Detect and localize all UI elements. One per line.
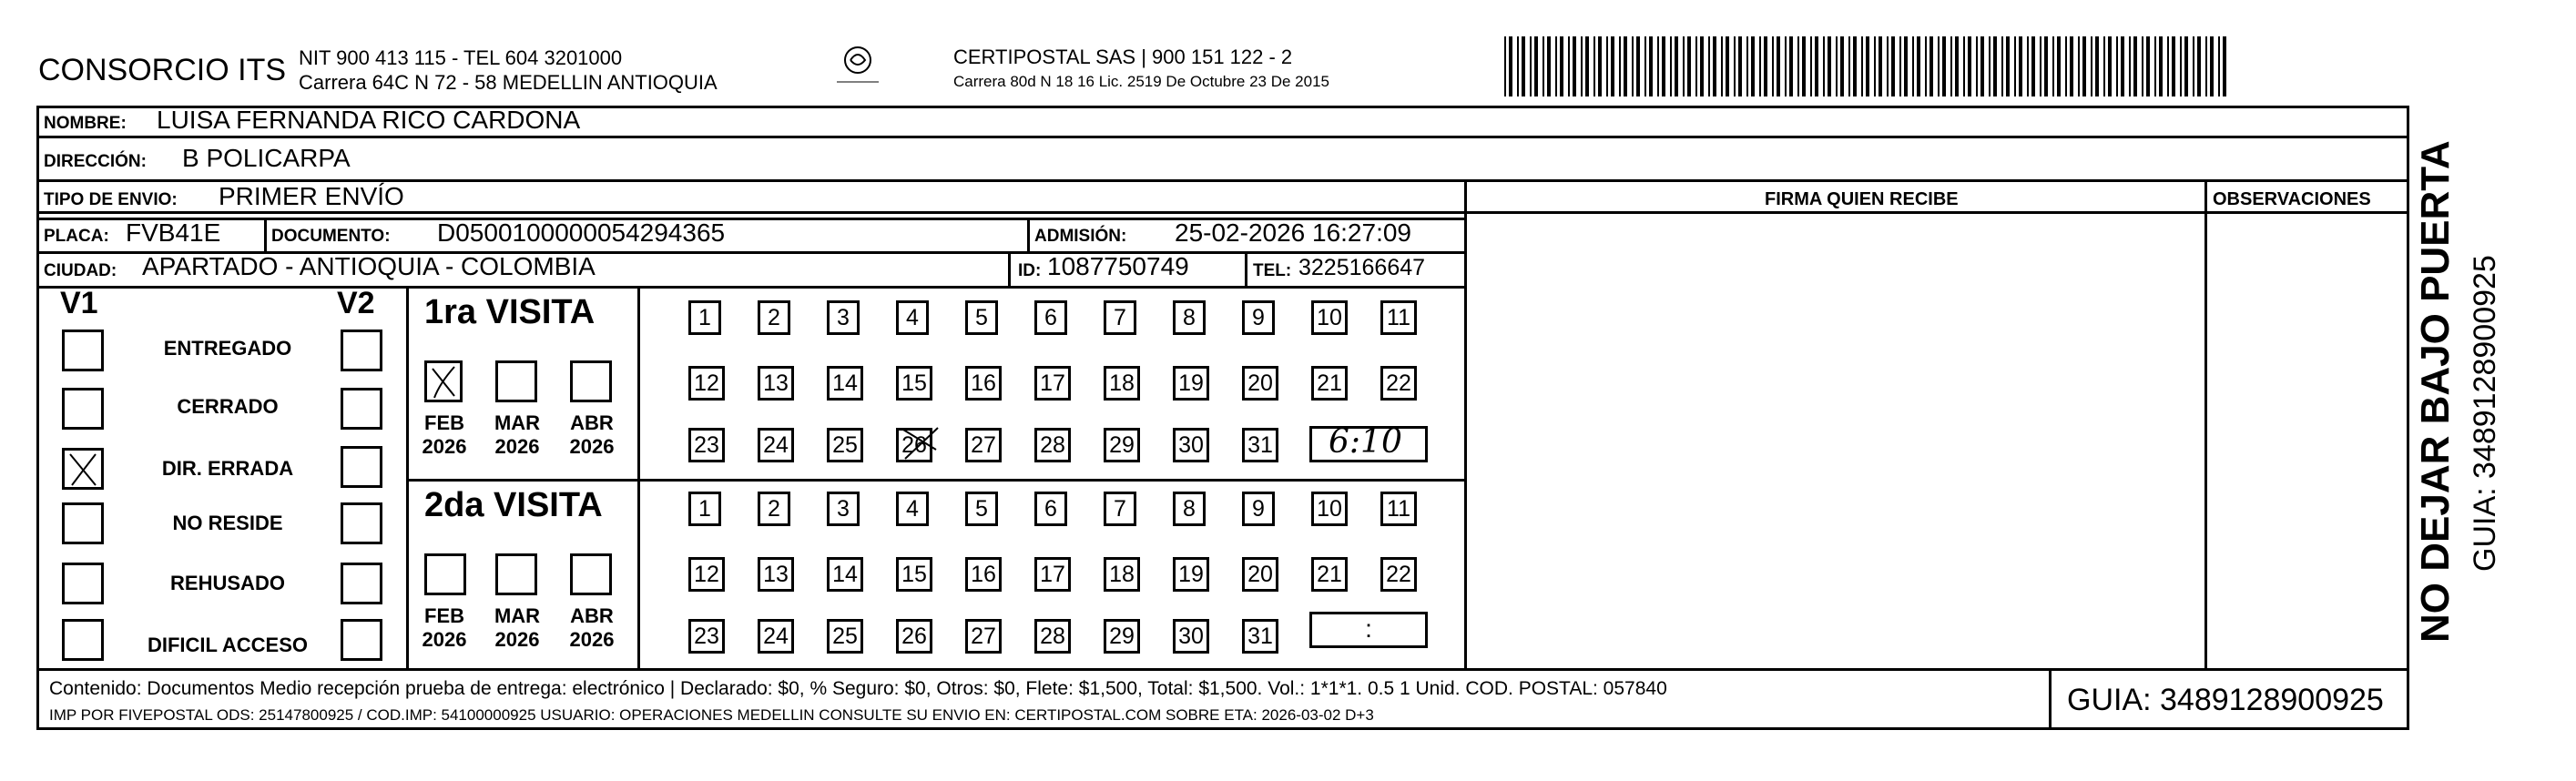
month-mar-second-checkbox[interactable]	[495, 553, 537, 595]
month-name: FEB	[424, 604, 464, 627]
barcode	[1504, 36, 2227, 96]
second-visit-day-4[interactable]: 4	[896, 492, 929, 526]
divider	[36, 136, 2409, 138]
second-visit-day-10[interactable]: 10	[1311, 492, 1348, 526]
barcode-bar	[1866, 36, 1869, 96]
barcode-bar	[1708, 36, 1710, 96]
barcode-bar	[1968, 36, 1971, 96]
barcode-bar	[1636, 36, 1640, 96]
barcode-bar	[1950, 36, 1952, 96]
first-visit-day-14[interactable]: 14	[827, 366, 863, 401]
month-year: 2026	[494, 628, 540, 651]
documento-label: DOCUMENTO:	[271, 227, 391, 246]
placa-value: FVB41E	[126, 218, 221, 247]
barcode-bar	[1810, 36, 1812, 96]
barcode-bar	[1624, 36, 1627, 96]
barcode-bar	[2031, 36, 2035, 96]
time-handwritten: 6:10	[1329, 423, 1402, 461]
barcode-bar	[2205, 36, 2207, 96]
barcode-bar	[1726, 36, 1729, 96]
second-visit-day-21[interactable]: 21	[1311, 557, 1348, 592]
first-visit-day-19[interactable]: 19	[1173, 366, 1209, 401]
first-visit-day-18[interactable]: 18	[1104, 366, 1140, 401]
month-name: MAR	[494, 411, 541, 434]
barcode-bar	[1853, 36, 1857, 96]
nombre-label: NOMBRE:	[44, 114, 127, 133]
v2-checkbox-dificil-acceso[interactable]	[341, 619, 382, 661]
barcode-bar	[2019, 36, 2022, 96]
barcode-bar	[1657, 36, 1659, 96]
barcode-bar	[1938, 36, 1940, 96]
v2-checkbox-dir-errada[interactable]	[341, 446, 382, 488]
v1-checkbox-cerrado[interactable]	[62, 388, 104, 430]
barcode-bar	[1581, 36, 1583, 96]
barcode-bar	[1598, 36, 1602, 96]
barcode-bar	[2210, 36, 2214, 96]
second-visit-day-24[interactable]: 24	[758, 619, 794, 654]
barcode-bar	[1917, 36, 1920, 96]
barcode-bar	[2082, 36, 2086, 96]
barcode-bar	[1695, 36, 1697, 96]
second-visit-day-22[interactable]: 22	[1380, 557, 1417, 592]
barcode-bar	[1670, 36, 1672, 96]
second-visit-day-31[interactable]: 31	[1242, 619, 1278, 654]
month-name: MAR	[494, 604, 541, 627]
barcode-bar	[2121, 36, 2124, 96]
month-abr-first-checkbox[interactable]	[570, 360, 612, 402]
barcode-bar	[2044, 36, 2048, 96]
barcode-bar	[1543, 36, 1544, 96]
first-visit-day-3[interactable]: 3	[827, 300, 860, 335]
first-visit-day-1[interactable]: 1	[688, 300, 721, 335]
barcode-bar	[1891, 36, 1895, 96]
month-year: 2026	[569, 628, 615, 651]
first-visit-day-4[interactable]: 4	[896, 300, 929, 335]
documento-value: D0500100000054294365	[437, 218, 726, 247]
first-visit-day-27[interactable]: 27	[965, 428, 1002, 462]
tel-value: 3225166647	[1298, 255, 1426, 280]
side-guia: GUIA: 3489128900925	[2468, 255, 2502, 572]
barcode-bar	[1759, 36, 1761, 96]
barcode-bar	[1738, 36, 1742, 96]
barcode-bar	[1789, 36, 1793, 96]
barcode-bar	[1573, 36, 1576, 96]
first-visit-day-2[interactable]: 2	[758, 300, 790, 335]
first-visit-day-21[interactable]: 21	[1311, 366, 1348, 401]
barcode-bar	[1989, 36, 1991, 96]
second-visit-day-28[interactable]: 28	[1034, 619, 1071, 654]
first-visit-day-6[interactable]: 6	[1034, 300, 1067, 335]
barcode-bar	[1980, 36, 1984, 96]
first-visit-day-13[interactable]: 13	[758, 366, 794, 401]
barcode-bar	[1751, 36, 1755, 96]
barcode-bar	[1879, 36, 1882, 96]
admision-label: ADMISIÓN:	[1034, 227, 1127, 246]
month-mar-label	[490, 604, 545, 652]
barcode-bar	[2065, 36, 2067, 96]
v1-checkbox-dir-errada[interactable]	[62, 448, 104, 490]
month-abr-label	[565, 411, 619, 459]
barcode-bar	[1585, 36, 1589, 96]
barcode-bar	[2193, 36, 2194, 96]
month-year: 2026	[422, 628, 467, 651]
barcode-bar	[1534, 36, 1538, 96]
divider	[1464, 179, 1467, 668]
barcode-bar	[1887, 36, 1889, 96]
status-no-reside: NO RESIDE	[172, 512, 283, 534]
ciudad-label: CIUDAD:	[44, 261, 117, 280]
first-visit-day-25[interactable]: 25	[827, 428, 863, 462]
barcode-bar	[2040, 36, 2041, 96]
v1-label: V1	[60, 286, 98, 320]
barcode-bar	[1555, 36, 1557, 96]
second-visit-time-field[interactable]: :	[1309, 612, 1428, 648]
barcode-bar	[2078, 36, 2080, 96]
status-dificil-acceso: DIFICIL ACCESO	[147, 634, 308, 656]
barcode-bar	[2027, 36, 2029, 96]
barcode-bar	[1683, 36, 1685, 96]
barcode-bar	[1606, 36, 1608, 96]
second-visit-day-26[interactable]: 26	[896, 619, 932, 654]
second-visit-day-3[interactable]: 3	[827, 492, 860, 526]
divider	[637, 286, 640, 668]
checkmark-x-icon	[427, 363, 460, 400]
second-visit-day-2[interactable]: 2	[758, 492, 790, 526]
first-visit-day-7[interactable]: 7	[1104, 300, 1136, 335]
barcode-bar	[2180, 36, 2182, 96]
barcode-bar	[2001, 36, 2003, 96]
firma-label: FIRMA QUIEN RECIBE	[1765, 189, 1959, 209]
month-mar-label	[490, 411, 545, 459]
barcode-bar	[1815, 36, 1818, 96]
barcode-bar	[2070, 36, 2073, 96]
first-visit-time-field[interactable]	[1309, 423, 1428, 462]
barcode-bar	[1802, 36, 1806, 96]
barcode-bar	[1530, 36, 1532, 96]
barcode-bar	[1560, 36, 1563, 96]
company-info	[299, 46, 718, 95]
checkmark-x-icon	[65, 451, 101, 487]
divider	[36, 286, 1464, 289]
barcode-bar	[1568, 36, 1570, 96]
barcode-bar	[1632, 36, 1634, 96]
second-visit-day-5[interactable]: 5	[965, 492, 998, 526]
no-dejar-warning: NO DEJAR BAJO PUERTA	[2413, 140, 2458, 643]
divider	[264, 218, 267, 251]
month-name: FEB	[424, 411, 464, 434]
first-visit-day-28[interactable]: 28	[1034, 428, 1071, 462]
divider	[2049, 668, 2052, 730]
id-label: ID:	[1018, 261, 1042, 280]
v1-checkbox-rehusado[interactable]	[62, 563, 104, 604]
barcode-bar	[2091, 36, 2092, 96]
second-visit-day-25[interactable]: 25	[827, 619, 863, 654]
barcode-bar	[1942, 36, 1946, 96]
first-visit-day-26[interactable]: 26	[896, 428, 932, 462]
second-visit-day-11[interactable]: 11	[1380, 492, 1417, 526]
barcode-bar	[1644, 36, 1646, 96]
strike-mark-icon	[900, 422, 942, 464]
month-abr-second-checkbox[interactable]	[570, 553, 612, 595]
barcode-bar	[1904, 36, 1908, 96]
month-name: ABR	[570, 411, 614, 434]
tipo-value: PRIMER ENVÍO	[219, 182, 404, 210]
nombre-value: LUISA FERNANDA RICO CARDONA	[157, 106, 581, 134]
first-visit-day-30[interactable]: 30	[1173, 428, 1209, 462]
footer-guia: GUIA: 3489128900925	[2067, 683, 2384, 717]
divider	[406, 479, 1464, 482]
divider	[1027, 218, 1030, 251]
status-rehusado: REHUSADO	[170, 572, 285, 594]
month-abr-label	[565, 604, 619, 652]
barcode-bar	[2218, 36, 2220, 96]
divider	[1245, 251, 1247, 286]
barcode-bar	[1547, 36, 1551, 96]
barcode-bar	[2172, 36, 2175, 96]
barcode-bar	[2006, 36, 2010, 96]
barcode-bar	[1912, 36, 1914, 96]
second-visit-day-15[interactable]: 15	[896, 557, 932, 592]
observaciones-label: OBSERVACIONES	[2213, 189, 2371, 209]
second-visit-day-27[interactable]: 27	[965, 619, 1002, 654]
first-visit-day-8[interactable]: 8	[1173, 300, 1206, 335]
second-visit-day-20[interactable]: 20	[1242, 557, 1278, 592]
second-visit-day-19[interactable]: 19	[1173, 557, 1209, 592]
barcode-bar	[1619, 36, 1621, 96]
barcode-bar	[1861, 36, 1863, 96]
barcode-bar	[1797, 36, 1799, 96]
second-visit-day-8[interactable]: 8	[1173, 492, 1206, 526]
v1-checkbox-no-reside[interactable]	[62, 502, 104, 544]
divider	[36, 211, 2409, 214]
barcode-bar	[1823, 36, 1825, 96]
company-name: CONSORCIO ITS	[38, 53, 287, 87]
barcode-bar	[2014, 36, 2016, 96]
divider	[1008, 251, 1011, 286]
barcode-bar	[2052, 36, 2054, 96]
barcode-bar	[1955, 36, 1959, 96]
first-visit-day-17[interactable]: 17	[1034, 366, 1071, 401]
divider	[36, 668, 2409, 671]
barcode-bar	[2057, 36, 2061, 96]
barcode-bar	[2146, 36, 2150, 96]
barcode-bar	[1509, 36, 1512, 96]
barcode-bar	[1611, 36, 1614, 96]
address-line: Carrera 64C N 72 - 58 MEDELLIN ANTIOQUIA	[299, 71, 718, 94]
barcode-bar	[2223, 36, 2226, 96]
second-visit-day-18[interactable]: 18	[1104, 557, 1140, 592]
second-visit-day-17[interactable]: 17	[1034, 557, 1071, 592]
certipostal-logo	[835, 42, 881, 95]
barcode-bar	[2129, 36, 2131, 96]
barcode-bar	[1734, 36, 1736, 96]
second-visit-day-12[interactable]: 12	[688, 557, 725, 592]
first-visit-day-23[interactable]: 23	[688, 428, 725, 462]
barcode-bar	[1700, 36, 1704, 96]
first-visit-day-20[interactable]: 20	[1242, 366, 1278, 401]
barcode-bar	[1848, 36, 1850, 96]
barcode-bar	[2197, 36, 2201, 96]
barcode-bar	[1777, 36, 1780, 96]
barcode-bar	[2095, 36, 2099, 96]
barcode-bar	[1840, 36, 1844, 96]
certipostal-address: Carrera 80d N 18 16 Lic. 2519 De Octubre 23 De 2015	[953, 73, 1329, 90]
first-visit-day-12[interactable]: 12	[688, 366, 725, 401]
nit-line: NIT 900 413 115 - TEL 604 3201000	[299, 46, 623, 69]
second-visit-day-29[interactable]: 29	[1104, 619, 1140, 654]
barcode-bar	[2142, 36, 2143, 96]
first-visit-day-9[interactable]: 9	[1242, 300, 1275, 335]
ciudad-value: APARTADO - ANTIOQUIA - COLOMBIA	[142, 252, 596, 280]
month-feb-second-checkbox[interactable]	[424, 553, 466, 595]
v2-checkbox-rehusado[interactable]	[341, 563, 382, 604]
second-visit-day-1[interactable]: 1	[688, 492, 721, 526]
v2-label: V2	[337, 286, 375, 320]
first-visit-day-29[interactable]: 29	[1104, 428, 1140, 462]
month-feb-label	[417, 604, 472, 652]
barcode-bar	[1963, 36, 1965, 96]
barcode-bar	[1687, 36, 1691, 96]
second-visit-day-6[interactable]: 6	[1034, 492, 1067, 526]
barcode-bar	[1993, 36, 1997, 96]
divider	[406, 286, 409, 668]
barcode-bar	[1746, 36, 1748, 96]
second-visit-day-23[interactable]: 23	[688, 619, 725, 654]
placa-label: PLACA:	[44, 227, 109, 246]
second-visit-title: 2da VISITA	[424, 486, 603, 524]
first-visit-day-15[interactable]: 15	[896, 366, 932, 401]
tipo-label: TIPO DE ENVIO:	[44, 190, 178, 209]
barcode-bar	[1721, 36, 1723, 96]
barcode-bar	[1517, 36, 1519, 96]
first-visit-title: 1ra VISITA	[424, 293, 596, 331]
month-year: 2026	[494, 435, 540, 458]
direccion-value: B POLICARPA	[182, 144, 351, 172]
barcode-bar	[1929, 36, 1933, 96]
barcode-bar	[1836, 36, 1838, 96]
second-visit-day-16[interactable]: 16	[965, 557, 1002, 592]
second-visit-day-30[interactable]: 30	[1173, 619, 1209, 654]
divider	[2204, 179, 2207, 668]
status-cerrado: CERRADO	[177, 395, 279, 418]
first-visit-day-5[interactable]: 5	[965, 300, 998, 335]
v2-checkbox-cerrado[interactable]	[341, 388, 382, 430]
direccion-label: DIRECCIÓN:	[44, 152, 147, 171]
id-value: 1087750749	[1047, 252, 1189, 280]
barcode-bar	[2184, 36, 2188, 96]
barcode-bar	[2167, 36, 2169, 96]
second-visit-day-9[interactable]: 9	[1242, 492, 1275, 526]
barcode-bar	[1772, 36, 1774, 96]
second-visit-day-7[interactable]: 7	[1104, 492, 1136, 526]
admision-value: 25-02-2026 16:27:09	[1175, 218, 1411, 247]
barcode-bar	[1785, 36, 1787, 96]
barcode-bar	[1976, 36, 1978, 96]
month-year: 2026	[569, 435, 615, 458]
barcode-bar	[1662, 36, 1665, 96]
first-visit-day-31[interactable]: 31	[1242, 428, 1278, 462]
first-visit-day-11[interactable]: 11	[1380, 300, 1417, 335]
v1-checkbox-dificil-acceso[interactable]	[62, 619, 104, 661]
barcode-bar	[2103, 36, 2105, 96]
second-visit-day-14[interactable]: 14	[827, 557, 863, 592]
status-dir-errada: DIR. ERRADA	[161, 457, 294, 480]
barcode-bar	[1874, 36, 1876, 96]
barcode-bar	[2133, 36, 2137, 96]
v2-checkbox-entregado[interactable]	[341, 330, 382, 371]
month-name: ABR	[570, 604, 614, 627]
month-year: 2026	[422, 435, 467, 458]
barcode-bar	[1899, 36, 1901, 96]
first-visit-day-10[interactable]: 10	[1311, 300, 1348, 335]
first-visit-day-24[interactable]: 24	[758, 428, 794, 462]
second-visit-day-13[interactable]: 13	[758, 557, 794, 592]
barcode-bar	[1764, 36, 1767, 96]
barcode-bar	[1504, 36, 1506, 96]
barcode-bar	[1675, 36, 1678, 96]
barcode-bar	[2154, 36, 2156, 96]
barcode-bar	[2108, 36, 2112, 96]
v1-checkbox-entregado[interactable]	[62, 330, 104, 371]
contenido-line: Contenido: Documentos Medio recepción prueba de entrega: electrónico | Declarado: $0, % Seguro: $0, Otros: $0, Flete: $1,500, Total: $1,500. Vol.: 1*1*1. 0.5 1 Unid. COD. POSTAL: 057840	[49, 678, 1667, 699]
barcode-bar	[1713, 36, 1716, 96]
month-feb-first-checkbox[interactable]	[424, 360, 463, 402]
month-feb-label	[417, 411, 472, 459]
month-mar-first-checkbox[interactable]	[495, 360, 537, 402]
barcode-bar	[2159, 36, 2163, 96]
status-entregado: ENTREGADO	[163, 337, 292, 360]
certipostal-line: CERTIPOSTAL SAS | 900 151 122 - 2	[953, 46, 1293, 68]
barcode-bar	[1828, 36, 1831, 96]
barcode-bar	[1522, 36, 1525, 96]
barcode-bar	[1925, 36, 1927, 96]
first-visit-day-16[interactable]: 16	[965, 366, 1002, 401]
imp-line: IMP POR FIVEPOSTAL ODS: 25147800925 / COD.IMP: 54100000925 USUARIO: OPERACIONES MEDELLIN CONSULTE SU ENVIO EN: CERTIPOSTAL.COM SOBRE ETA: 2026-03-02 D+3	[49, 706, 1374, 724]
barcode-bar	[1593, 36, 1595, 96]
first-visit-day-22[interactable]: 22	[1380, 366, 1417, 401]
tel-label: TEL:	[1253, 261, 1292, 280]
barcode-bar	[2116, 36, 2118, 96]
v2-checkbox-no-reside[interactable]	[341, 502, 382, 544]
barcode-bar	[1649, 36, 1653, 96]
